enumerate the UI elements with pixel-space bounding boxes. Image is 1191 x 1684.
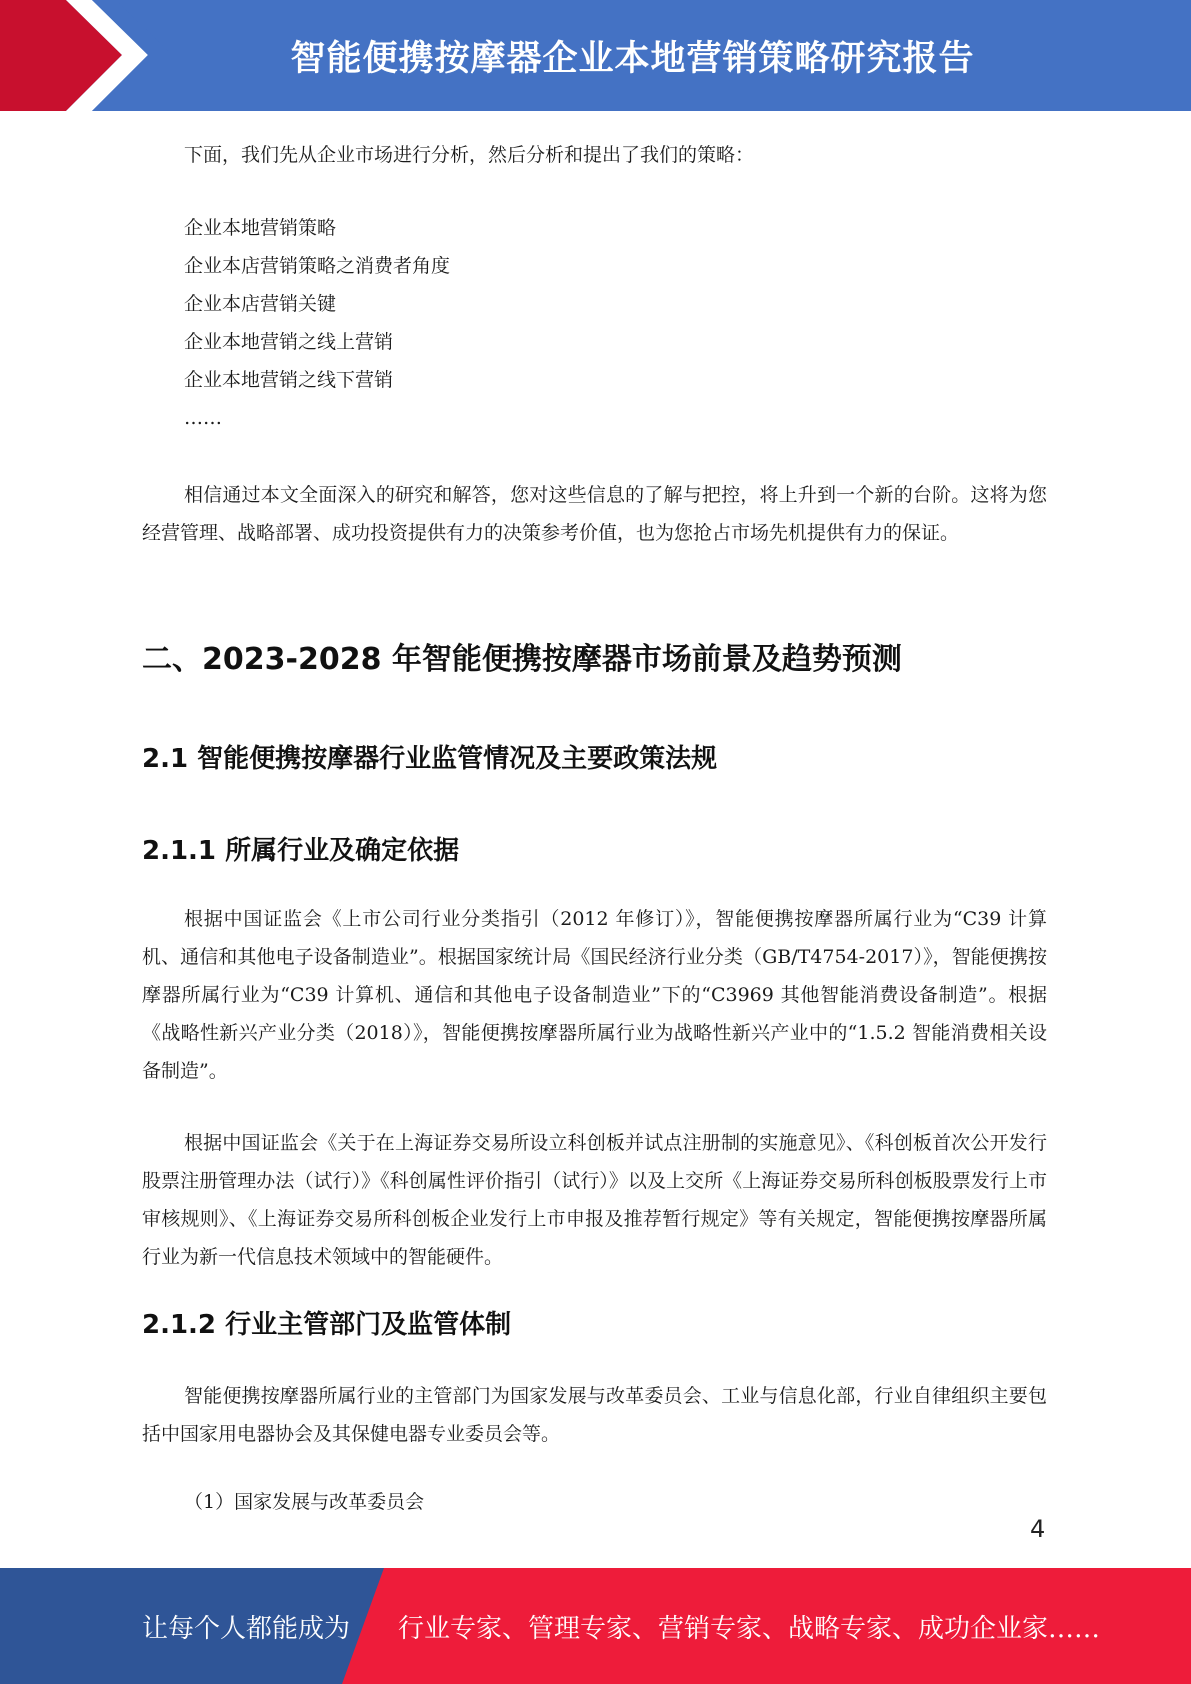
body-paragraph: 智能便携按摩器所属行业的主管部门为国家发展与改革委员会、工业与信息化部，行业自律组织主要包括中国家用电器协会及其保健电器专业委员会等。 — [142, 1385, 1047, 1445]
document-title: 智能便携按摩器企业本地营销策略研究报告 — [290, 38, 975, 79]
list-item: 企业本地营销策略 — [184, 217, 337, 239]
list-item: 企业本地营销之线下营销 — [184, 369, 394, 391]
list-item: 企业本地营销之线上营销 — [184, 331, 394, 353]
subsubsection-heading: 2.1.2 行业主管部门及监管体制 — [142, 1310, 512, 1340]
footer-slogan-left: 让每个人都能成为 — [142, 1613, 351, 1644]
list-item: …… — [184, 407, 222, 429]
subsubsection-heading: 2.1.1 所属行业及确定依据 — [142, 836, 460, 866]
conclusion-paragraph: 相信通过本文全面深入的研究和解答，您对这些信息的了解与把控，将上升到一个新的台阶。这将为您经营管理、战略部署、成功投资提供有力的决策参考价值，也为您抢占市场先机提供有力的保证。 — [142, 484, 1047, 544]
footer-banner — [0, 1568, 1191, 1684]
body-paragraph: 根据中国证监会《关于在上海证券交易所设立科创板并试点注册制的实施意见》、《科创板首次公开发行股票注册管理办法（试行）》《科创属性评价指引（试行）》以及上交所《上海证券交易所科创板股票发行上市审核规则》、《上海证券交易所科创板企业发行上市申报及推荐暂行规定》等有关规定，智能便携按摩器所属行业为新一代信息技术领域中的智能硬件。 — [142, 1132, 1047, 1268]
intro-paragraph: 下面，我们先从企业市场进行分析，然后分析和提出了我们的策略： — [184, 144, 755, 166]
list-item: （1）国家发展与改革委员会 — [184, 1491, 425, 1513]
page-number: 4 — [1030, 1515, 1046, 1543]
body-paragraph: 根据中国证监会《上市公司行业分类指引（2012 年修订）》，智能便携按摩器所属行业为“C39 计算机、通信和其他电子设备制造业”。根据国家统计局《国民经济行业分类（GB/T4754-2017）》，智能便携按摩器所属行业为“C39 计算机、通信和其他电子设备制造业”下的“C3969 其他智能消费设备制造”。根据《战略性新兴产业分类（2018）》，智能便携按摩器所属行业为战略性新兴产业中的“1.5.2 智能消费相关设备制造”。 — [142, 908, 1047, 1082]
list-item: 企业本店营销策略之消费者角度 — [184, 255, 451, 277]
section-heading: 二、2023-2028 年智能便携按摩器市场前景及趋势预测 — [142, 642, 902, 677]
subsection-heading: 2.1 智能便携按摩器行业监管情况及主要政策法规 — [142, 744, 718, 774]
list-item: 企业本店营销关键 — [184, 293, 337, 315]
header-banner — [0, 0, 1191, 111]
footer-slogan-right: 行业专家、管理专家、营销专家、战略专家、成功企业家…… — [398, 1613, 1101, 1644]
